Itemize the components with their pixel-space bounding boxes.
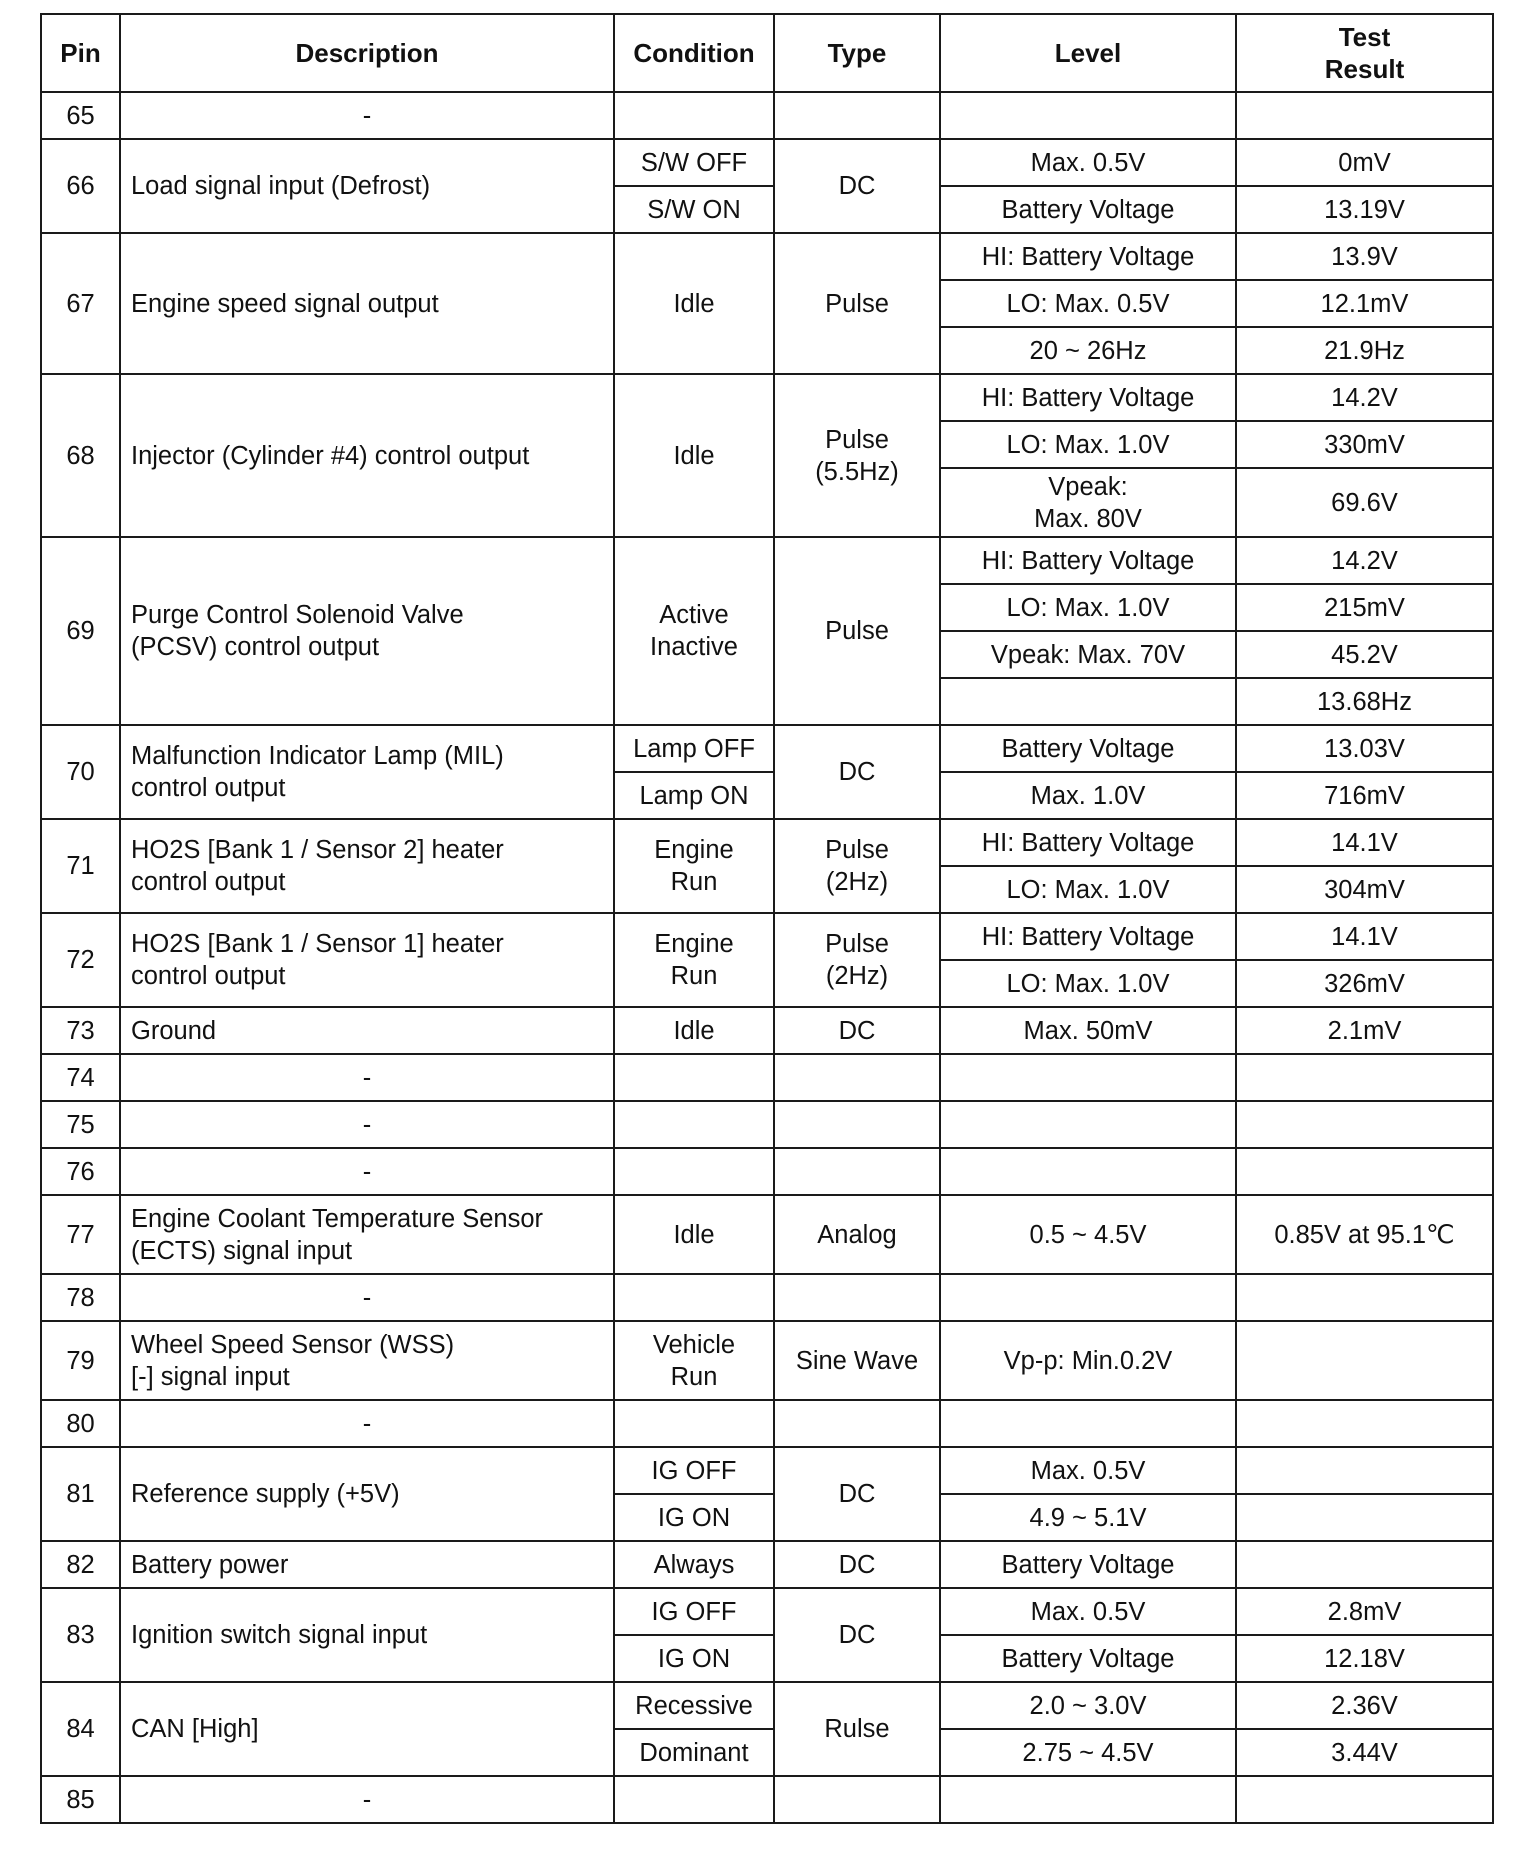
pin-level	[940, 1054, 1236, 1101]
pin-description: Engine speed signal output	[120, 233, 614, 374]
table-row	[41, 725, 1493, 772]
pin-level: Max. 0.5V	[940, 1588, 1236, 1635]
pin-description: Ignition switch signal input	[120, 1588, 614, 1682]
table-row	[41, 374, 1493, 421]
header-test-result	[1236, 14, 1493, 92]
pin-description-line1: Malfunction Indicator Lamp (MIL)	[131, 742, 504, 770]
pin-level	[940, 1101, 1236, 1148]
table-row	[41, 819, 1493, 866]
pin-number: 80	[41, 1400, 120, 1447]
table-row	[41, 1195, 1493, 1274]
pin-test-result: 0mV	[1236, 139, 1493, 186]
pin-level: LO: Max. 0.5V	[940, 280, 1236, 327]
pin-description: -	[120, 1274, 614, 1321]
pin-level: Vpeak: Max. 70V	[940, 631, 1236, 678]
pin-description-line1: Wheel Speed Sensor (WSS)	[131, 1330, 455, 1359]
pin-type	[774, 913, 940, 1007]
pin-number: 82	[41, 1541, 120, 1588]
pin-condition	[614, 913, 774, 1007]
ecm-pin-table-sheet	[40, 13, 1492, 1824]
pin-description	[120, 537, 614, 725]
pin-type	[774, 1400, 940, 1447]
pin-condition	[614, 537, 774, 725]
pin-type	[774, 374, 940, 537]
pin-condition: IG ON	[614, 1635, 774, 1682]
pin-description-line2: [-] signal input	[131, 1362, 290, 1391]
pin-type-line2: (5.5Hz)	[815, 457, 899, 486]
pin-type	[774, 1776, 940, 1823]
pin-test-result: 2.36V	[1236, 1682, 1493, 1729]
pin-condition-line1: Active	[659, 601, 729, 629]
pin-level: HI: Battery Voltage	[940, 374, 1236, 421]
pin-number: 81	[41, 1447, 120, 1541]
pin-test-result	[1236, 92, 1493, 139]
pin-test-result: 13.68Hz	[1236, 678, 1493, 725]
pin-number: 74	[41, 1054, 120, 1101]
pin-description: Load signal input (Defrost)	[120, 139, 614, 233]
pin-description: -	[120, 1054, 614, 1101]
pin-condition: Lamp OFF	[614, 725, 774, 772]
pin-test-result: 215mV	[1236, 584, 1493, 631]
pin-test-table	[40, 13, 1494, 1824]
pin-test-result	[1236, 1776, 1493, 1823]
pin-condition-line1: Vehicle	[652, 1330, 736, 1359]
pin-level	[940, 92, 1236, 139]
pin-description	[120, 819, 614, 913]
pin-test-result: 14.2V	[1236, 374, 1493, 421]
pin-number: 71	[41, 819, 120, 913]
pin-level: LO: Max. 1.0V	[940, 960, 1236, 1007]
pin-type-line2: (2Hz)	[825, 868, 889, 896]
pin-description-line2: control output	[131, 962, 286, 990]
pin-test-result: 2.8mV	[1236, 1588, 1493, 1635]
header-description: Description	[120, 14, 614, 92]
pin-type	[774, 92, 940, 139]
pin-level: 2.75 ~ 4.5V	[940, 1729, 1236, 1776]
pin-description: Ground	[120, 1007, 614, 1054]
pin-type-line1: Pulse	[825, 930, 889, 958]
pin-test-result	[1236, 1541, 1493, 1588]
pin-number: 66	[41, 139, 120, 233]
pin-condition: IG OFF	[614, 1588, 774, 1635]
header-type: Type	[774, 14, 940, 92]
pin-description-line2: (PCSV) control output	[131, 633, 380, 661]
pin-type-line1: Pulse	[825, 836, 889, 864]
pin-description	[120, 1321, 614, 1400]
table-row	[41, 1274, 1493, 1321]
table-row	[41, 1148, 1493, 1195]
pin-condition: Recessive	[614, 1682, 774, 1729]
pin-condition: S/W OFF	[614, 139, 774, 186]
pin-test-result: 13.03V	[1236, 725, 1493, 772]
pin-test-result: 12.1mV	[1236, 280, 1493, 327]
pin-condition: IG ON	[614, 1494, 774, 1541]
pin-number: 68	[41, 374, 120, 537]
table-row	[41, 537, 1493, 584]
pin-condition: Lamp ON	[614, 772, 774, 819]
table-row	[41, 1101, 1493, 1148]
pin-description: Injector (Cylinder #4) control output	[120, 374, 614, 537]
pin-test-result: 45.2V	[1236, 631, 1493, 678]
pin-condition-line1: Engine	[654, 930, 734, 958]
pin-test-result: 14.1V	[1236, 913, 1493, 960]
pin-description-line1: HO2S [Bank 1 / Sensor 2] heater	[131, 836, 504, 864]
pin-number: 85	[41, 1776, 120, 1823]
pin-type: DC	[774, 1447, 940, 1541]
pin-condition	[614, 1321, 774, 1400]
pin-description: -	[120, 1400, 614, 1447]
pin-condition: Idle	[614, 1007, 774, 1054]
header-condition: Condition	[614, 14, 774, 92]
pin-test-result: 12.18V	[1236, 1635, 1493, 1682]
pin-level: 0.5 ~ 4.5V	[940, 1195, 1236, 1274]
pin-description: CAN [High]	[120, 1682, 614, 1776]
pin-type	[774, 1148, 940, 1195]
table-row	[41, 1321, 1493, 1400]
pin-level: Max. 0.5V	[940, 139, 1236, 186]
pin-condition-line2: Inactive	[650, 633, 738, 661]
pin-type: Analog	[774, 1195, 940, 1274]
pin-number: 70	[41, 725, 120, 819]
pin-number: 73	[41, 1007, 120, 1054]
pin-level	[940, 1400, 1236, 1447]
pin-type: Pulse	[774, 537, 940, 725]
pin-test-result	[1236, 1054, 1493, 1101]
pin-level: HI: Battery Voltage	[940, 537, 1236, 584]
pin-number: 77	[41, 1195, 120, 1274]
pin-description: -	[120, 92, 614, 139]
pin-test-result	[1236, 1321, 1493, 1400]
table-row	[41, 1007, 1493, 1054]
pin-level: Max. 0.5V	[940, 1447, 1236, 1494]
pin-number: 78	[41, 1274, 120, 1321]
pin-level-line1: Vpeak:	[1048, 472, 1128, 501]
table-header-row	[41, 14, 1493, 92]
table-row	[41, 913, 1493, 960]
pin-level: Max. 1.0V	[940, 772, 1236, 819]
pin-condition	[614, 92, 774, 139]
pin-test-result: 14.1V	[1236, 819, 1493, 866]
table-row	[41, 92, 1493, 139]
table-row	[41, 233, 1493, 280]
pin-condition-line2: Run	[670, 1362, 718, 1391]
pin-type: DC	[774, 1007, 940, 1054]
pin-description-line2: control output	[131, 774, 286, 802]
pin-test-result	[1236, 1148, 1493, 1195]
pin-level: 4.9 ~ 5.1V	[940, 1494, 1236, 1541]
pin-description-line1: HO2S [Bank 1 / Sensor 1] heater	[131, 930, 504, 958]
pin-description: -	[120, 1101, 614, 1148]
pin-level: Battery Voltage	[940, 1635, 1236, 1682]
table-row	[41, 1400, 1493, 1447]
pin-level: HI: Battery Voltage	[940, 819, 1236, 866]
pin-test-result: 3.44V	[1236, 1729, 1493, 1776]
pin-condition	[614, 1400, 774, 1447]
pin-description-line2: control output	[131, 868, 286, 896]
pin-level	[940, 1776, 1236, 1823]
pin-test-result: 69.6V	[1236, 468, 1493, 537]
pin-condition: IG OFF	[614, 1447, 774, 1494]
pin-level: HI: Battery Voltage	[940, 233, 1236, 280]
pin-description: Battery power	[120, 1541, 614, 1588]
pin-number: 83	[41, 1588, 120, 1682]
pin-level	[940, 1274, 1236, 1321]
pin-level: LO: Max. 1.0V	[940, 866, 1236, 913]
pin-test-result: 21.9Hz	[1236, 327, 1493, 374]
pin-number: 76	[41, 1148, 120, 1195]
pin-test-result: 14.2V	[1236, 537, 1493, 584]
pin-condition	[614, 819, 774, 913]
pin-level-line2: Max. 80V	[1034, 504, 1142, 533]
pin-condition	[614, 1101, 774, 1148]
pin-number: 69	[41, 537, 120, 725]
pin-level: 20 ~ 26Hz	[940, 327, 1236, 374]
pin-condition: Idle	[614, 233, 774, 374]
pin-level: 2.0 ~ 3.0V	[940, 1682, 1236, 1729]
pin-number: 65	[41, 92, 120, 139]
table-row	[41, 139, 1493, 186]
pin-description	[120, 1195, 614, 1274]
pin-description-line1: Engine Coolant Temperature Sensor	[131, 1204, 544, 1233]
pin-type	[774, 1054, 940, 1101]
pin-condition	[614, 1054, 774, 1101]
table-row	[41, 1682, 1493, 1729]
pin-test-result	[1236, 1274, 1493, 1321]
pin-level	[940, 1148, 1236, 1195]
pin-type: DC	[774, 139, 940, 233]
pin-description-line1: Purge Control Solenoid Valve	[131, 601, 464, 629]
pin-level	[940, 468, 1236, 537]
pin-test-result: 13.9V	[1236, 233, 1493, 280]
pin-level: Vp-p: Min.0.2V	[940, 1321, 1236, 1400]
pin-test-result	[1236, 1447, 1493, 1494]
pin-type: Pulse	[774, 233, 940, 374]
pin-number: 84	[41, 1682, 120, 1776]
pin-number: 67	[41, 233, 120, 374]
pin-type	[774, 819, 940, 913]
table-row	[41, 1447, 1493, 1494]
pin-type	[774, 1274, 940, 1321]
pin-condition	[614, 1776, 774, 1823]
pin-type-line2: (2Hz)	[825, 962, 889, 990]
pin-description: -	[120, 1776, 614, 1823]
pin-condition: Dominant	[614, 1729, 774, 1776]
pin-test-result: 330mV	[1236, 421, 1493, 468]
pin-condition: Idle	[614, 1195, 774, 1274]
pin-level: Battery Voltage	[940, 1541, 1236, 1588]
pin-type: DC	[774, 725, 940, 819]
pin-type: Sine Wave	[774, 1321, 940, 1400]
pin-test-result: 2.1mV	[1236, 1007, 1493, 1054]
pin-condition-line2: Run	[670, 868, 718, 896]
pin-test-result: 0.85V at 95.1℃	[1236, 1195, 1493, 1274]
pin-description-line2: (ECTS) signal input	[131, 1236, 353, 1265]
header-pin: Pin	[41, 14, 120, 92]
pin-description: -	[120, 1148, 614, 1195]
header-test-result-line1: Test	[1338, 22, 1391, 52]
header-level: Level	[940, 14, 1236, 92]
pin-description	[120, 725, 614, 819]
pin-number: 75	[41, 1101, 120, 1148]
pin-condition-line2: Run	[670, 962, 718, 990]
pin-condition	[614, 1148, 774, 1195]
pin-test-result: 716mV	[1236, 772, 1493, 819]
pin-condition: Idle	[614, 374, 774, 537]
pin-level	[940, 678, 1236, 725]
table-row	[41, 1541, 1493, 1588]
pin-level: Max. 50mV	[940, 1007, 1236, 1054]
pin-type-line1: Pulse	[825, 425, 889, 454]
pin-type: DC	[774, 1588, 940, 1682]
pin-level: LO: Max. 1.0V	[940, 421, 1236, 468]
header-test-result-line2: Result	[1324, 54, 1405, 84]
pin-type: DC	[774, 1541, 940, 1588]
pin-number: 72	[41, 913, 120, 1007]
pin-test-result: 326mV	[1236, 960, 1493, 1007]
pin-condition-line1: Engine	[654, 836, 734, 864]
pin-condition: S/W ON	[614, 186, 774, 233]
pin-level: Battery Voltage	[940, 725, 1236, 772]
pin-type: Rulse	[774, 1682, 940, 1776]
pin-level: LO: Max. 1.0V	[940, 584, 1236, 631]
pin-number: 79	[41, 1321, 120, 1400]
pin-level: Battery Voltage	[940, 186, 1236, 233]
pin-condition	[614, 1274, 774, 1321]
table-row	[41, 1054, 1493, 1101]
pin-test-result: 304mV	[1236, 866, 1493, 913]
table-row	[41, 1776, 1493, 1823]
pin-type	[774, 1101, 940, 1148]
pin-condition: Always	[614, 1541, 774, 1588]
table-row	[41, 1588, 1493, 1635]
pin-test-result	[1236, 1494, 1493, 1541]
pin-test-result: 13.19V	[1236, 186, 1493, 233]
pin-level: HI: Battery Voltage	[940, 913, 1236, 960]
pin-description: Reference supply (+5V)	[120, 1447, 614, 1541]
pin-description	[120, 913, 614, 1007]
pin-test-result	[1236, 1101, 1493, 1148]
pin-test-result	[1236, 1400, 1493, 1447]
